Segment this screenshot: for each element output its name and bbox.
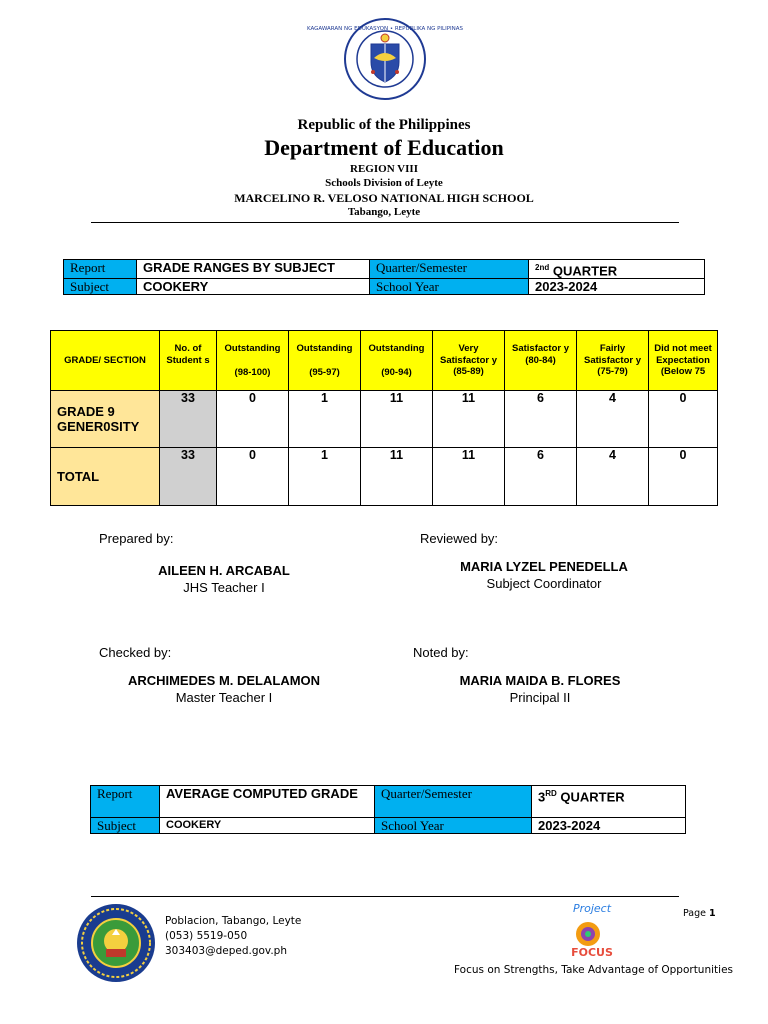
prepared-by-label: Prepared by:: [99, 531, 174, 546]
table-row: [51, 391, 718, 448]
table-row: [51, 448, 718, 506]
cell-value: 6: [505, 391, 577, 448]
footer-email[interactable]: 303403@deped.gov.ph: [165, 945, 287, 957]
svg-text:KAGAWARAN NG EDUKASYON • REPUB: KAGAWARAN NG EDUKASYON • REPUBLIKA NG PILIPINAS: [306, 26, 464, 32]
col-header-fairly-satisfactory: Fairly Satisfactor y (75-79): [577, 331, 649, 391]
cell-value: 4: [577, 391, 649, 448]
svg-text:Project: Project: [572, 902, 612, 915]
footer-tagline: Focus on Strengths, Take Advantage of Opportunities: [454, 964, 734, 976]
school-name: MARCELINO R. VELOSO NATIONAL HIGH SCHOOL: [234, 191, 534, 205]
department-title: Department of Education: [264, 135, 504, 160]
col-header-very-satisfactory: Very Satisfactor y (85-89): [433, 331, 505, 391]
cell-value: 0: [649, 448, 718, 506]
prepared-by-title: JHS Teacher I: [183, 580, 265, 595]
report-value: GRADE RANGES BY SUBJECT: [137, 260, 370, 279]
subject-label: Subject: [91, 818, 160, 834]
row-label: TOTAL: [51, 448, 160, 506]
report-label: Report: [91, 786, 160, 818]
cell-value: 11: [433, 391, 505, 448]
cell-value: 11: [361, 391, 433, 448]
quarter-label: Quarter/Semester: [375, 786, 532, 818]
footer-phone: (053) 5519-050: [165, 930, 248, 942]
subject-value: COOKERY: [137, 279, 370, 295]
report-value: AVERAGE COMPUTED GRADE: [160, 786, 375, 818]
noted-by-title: Principal II: [509, 690, 571, 705]
cell-value: 4: [577, 448, 649, 506]
col-header-did-not-meet: Did not meet Expectation (Below 75: [649, 331, 718, 391]
project-focus-logo: [558, 900, 624, 960]
school-year-value: 2023-2024: [529, 279, 705, 295]
noted-by-name: MARIA MAIDA B. FLORES: [459, 673, 621, 688]
col-header-satisfactory: Satisfactor y (80-84): [505, 331, 577, 391]
cell-value: 11: [433, 448, 505, 506]
school-year-value: 2023-2024: [532, 818, 686, 834]
checked-by-label: Checked by:: [99, 645, 172, 660]
cell-value: 1: [289, 391, 361, 448]
header-divider: [91, 222, 679, 223]
cell-value: 0: [217, 391, 289, 448]
school-year-label: School Year: [370, 279, 529, 295]
republic-line: Republic of the Philippines: [297, 117, 471, 133]
footer-divider: [91, 896, 679, 897]
school-logo: [76, 903, 156, 983]
col-header-outstanding-95: Outstanding (95-97): [289, 331, 361, 391]
cell-students: 33: [160, 448, 217, 506]
col-header-students: No. of Student s: [160, 331, 217, 391]
footer-address: Poblacion, Tabango, Leyte: [165, 915, 302, 927]
col-header-outstanding-90: Outstanding (90-94): [361, 331, 433, 391]
region-line: REGION VIII: [350, 163, 418, 175]
cell-value: 0: [649, 391, 718, 448]
noted-by-label: Noted by:: [413, 645, 469, 660]
average-grade-info-table: [90, 785, 686, 834]
reviewed-by-label: Reviewed by:: [420, 531, 499, 546]
school-location: Tabango, Leyte: [347, 206, 421, 218]
cell-value: 1: [289, 448, 361, 506]
row-label: GRADE 9 GENER0SITY: [51, 391, 160, 448]
school-year-label: School Year: [375, 818, 532, 834]
quarter-label: Quarter/Semester: [370, 260, 529, 279]
cell-value: 0: [217, 448, 289, 506]
prepared-by-name: AILEEN H. ARCABAL: [158, 563, 290, 578]
subject-label: Subject: [64, 279, 137, 295]
page-indicator: Page 1: [683, 908, 716, 919]
svg-text:FOCUS: FOCUS: [571, 946, 613, 959]
cell-value: 6: [505, 448, 577, 506]
reviewed-by-name: MARIA LYZEL PENEDELLA: [460, 559, 628, 574]
division-line: Schools Division of Leyte: [325, 177, 443, 189]
quarter-value: $^{2nd}$ QUARTER: [529, 260, 705, 279]
cell-students: 33: [160, 391, 217, 448]
report-info-table: [63, 259, 705, 295]
subject-value: COOKERY: [160, 818, 375, 834]
col-header-outstanding-98: Outstanding (98-100): [217, 331, 289, 391]
report-label: Report: [64, 260, 137, 279]
cell-value: 11: [361, 448, 433, 506]
quarter-value: 3RD QUARTER: [532, 786, 686, 818]
col-header-section: GRADE/ SECTION: [51, 331, 160, 391]
reviewed-by-title: Subject Coordinator: [486, 576, 602, 591]
checked-by-title: Master Teacher I: [175, 690, 273, 705]
grade-ranges-table: [50, 330, 718, 506]
footer-contact: [165, 914, 301, 959]
deped-seal: [306, 18, 464, 100]
checked-by-name: ARCHIMEDES M. DELALAMON: [127, 673, 321, 688]
